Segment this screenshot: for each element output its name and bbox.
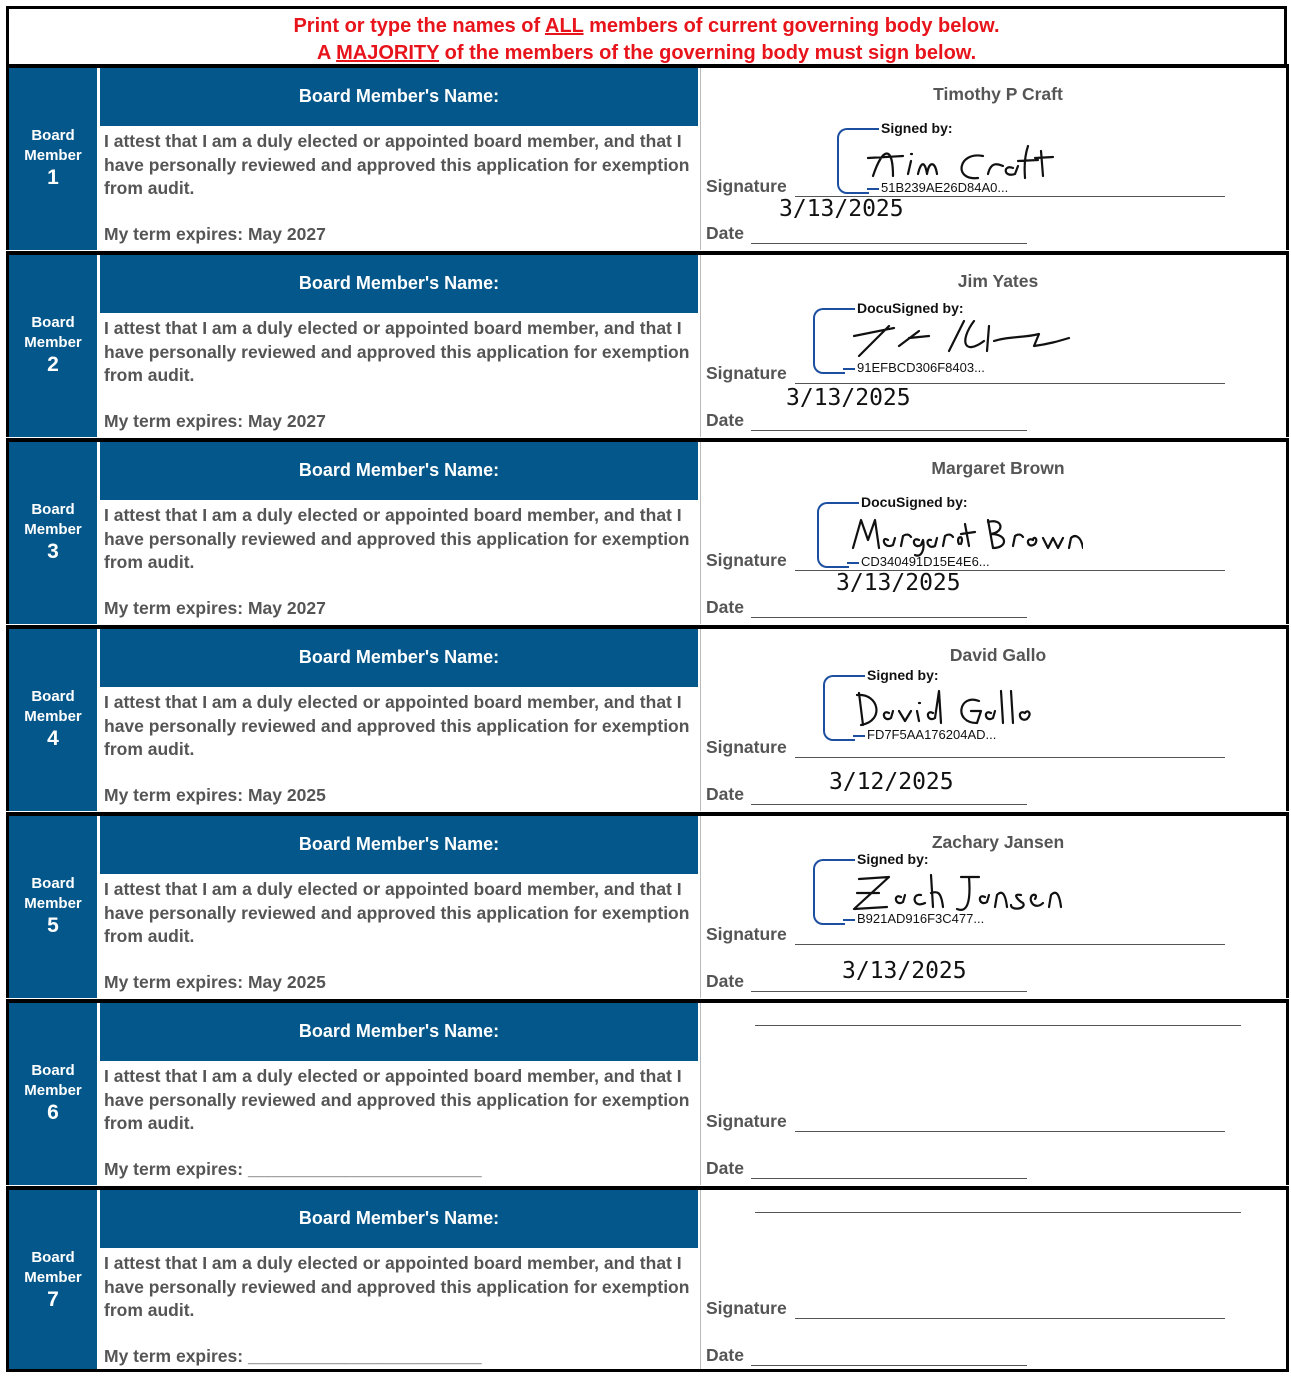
docusign-label: Signed by:	[881, 120, 953, 136]
board-word: Board	[31, 875, 75, 892]
board-member-row	[6, 1186, 1289, 1372]
attestation-text: I attest that I am a duly elected or appointed board member, and that I have personally reviewed and approved this application for exemption from audit.	[104, 318, 690, 385]
member-word: Member	[24, 521, 82, 538]
date-line[interactable]	[751, 991, 1027, 992]
board-member-name-header: Board Member's Name:	[100, 629, 698, 687]
signature-panel	[701, 68, 1286, 250]
member-word: Member	[24, 334, 82, 351]
date-line[interactable]	[751, 1365, 1027, 1366]
signature-label: Signature	[706, 924, 787, 944]
member-name[interactable]: Margaret Brown	[931, 458, 1065, 478]
date-line[interactable]	[751, 617, 1027, 618]
member-label	[9, 126, 97, 166]
date-label: Date	[706, 223, 744, 243]
member-number: 2	[47, 353, 59, 376]
attestation-text: I attest that I am a duly elected or appointed board member, and that I have personally reviewed and approved this application for exemption from audit.	[104, 692, 690, 759]
member-word: Member	[24, 708, 82, 725]
docusign-label: Signed by:	[867, 667, 939, 683]
term-expires	[104, 785, 326, 806]
member-word: Member	[24, 147, 82, 164]
member-word: Member	[24, 1082, 82, 1099]
signature-line[interactable]	[795, 383, 1225, 384]
signature-label: Signature	[706, 1298, 787, 1318]
board-word: Board	[31, 314, 75, 331]
date-line[interactable]	[751, 430, 1027, 431]
docusign-bracket-top	[867, 128, 879, 130]
board-member-row	[6, 812, 1289, 998]
signed-date: 3/12/2025	[829, 769, 954, 795]
docusign-bracket-top	[843, 859, 855, 861]
instructions-header	[6, 6, 1287, 64]
attestation-text: I attest that I am a duly elected or appointed board member, and that I have personally reviewed and approved this application for exemption from audit.	[104, 1066, 690, 1133]
signed-date: 3/13/2025	[842, 958, 967, 984]
signature-line[interactable]	[795, 757, 1225, 758]
attestation-text: I attest that I am a duly elected or appointed board member, and that I have personally reviewed and approved this application for exemption from audit.	[104, 1253, 690, 1320]
instructions-majority-emphasis: MAJORITY	[336, 42, 440, 64]
handwritten-signature	[839, 867, 1079, 915]
date-label: Date	[706, 1345, 744, 1365]
term-value[interactable]: May 2025	[247, 785, 326, 805]
signature-panel	[701, 1190, 1286, 1369]
term-label: My term expires:	[104, 598, 244, 618]
member-side-label	[9, 1190, 97, 1369]
member-number: 3	[47, 540, 59, 563]
docusign-bracket-bottom	[853, 735, 865, 737]
signature-label: Signature	[706, 1111, 787, 1131]
term-label: My term expires:	[104, 224, 244, 244]
docusign-label: DocuSigned by:	[857, 300, 964, 316]
docusign-bracket-bottom	[847, 562, 859, 564]
docusign-envelope-id: CD340491D15E4E6...	[861, 554, 990, 569]
member-word: Member	[24, 1269, 82, 1286]
board-word: Board	[31, 1249, 75, 1266]
term-expires	[104, 1346, 482, 1367]
date-label: Date	[706, 1158, 744, 1178]
member-side-label	[9, 1003, 97, 1185]
member-side-label	[9, 816, 97, 998]
signed-date: 3/13/2025	[836, 570, 961, 596]
board-member-row	[6, 251, 1289, 437]
board-member-name-header: Board Member's Name:	[100, 442, 698, 500]
date-label: Date	[706, 410, 744, 430]
board-member-row	[6, 64, 1289, 250]
signature-line[interactable]	[795, 1131, 1225, 1132]
signature-panel	[701, 442, 1286, 624]
member-name[interactable]: Zachary Jansen	[931, 832, 1065, 852]
attestation-text: I attest that I am a duly elected or appointed board member, and that I have personally reviewed and approved this application for exemption from audit.	[104, 879, 690, 946]
term-value[interactable]: May 2025	[247, 972, 326, 992]
docusign-envelope-id: FD7F5AA176204AD...	[867, 727, 997, 742]
signature-label: Signature	[706, 176, 787, 196]
member-side-label	[9, 68, 97, 250]
instructions-line-2-tail: of the members of the governing body must sign below.	[439, 42, 977, 64]
instructions-line-1-tail: members of current governing body below.	[583, 15, 1000, 37]
term-label: My term expires:	[104, 972, 244, 992]
signature-panel	[701, 816, 1286, 998]
member-side-label	[9, 629, 97, 811]
signature-label: Signature	[706, 550, 787, 570]
signature-label: Signature	[706, 363, 787, 383]
signature-panel	[701, 255, 1286, 437]
handwritten-signature	[843, 510, 1083, 558]
member-label	[9, 1061, 97, 1101]
docusign-label: Signed by:	[857, 851, 929, 867]
docusign-label: DocuSigned by:	[861, 494, 968, 510]
date-line[interactable]	[751, 804, 1027, 805]
signature-line[interactable]	[795, 1318, 1225, 1319]
board-word: Board	[31, 1062, 75, 1079]
docusign-bracket-bottom	[843, 368, 855, 370]
date-label: Date	[706, 971, 744, 991]
signature-panel	[701, 1003, 1286, 1185]
term-value[interactable]: May 2027	[247, 598, 326, 618]
term-blank-line[interactable]: ________________________	[247, 1159, 482, 1179]
board-word: Board	[31, 501, 75, 518]
term-label: My term expires:	[104, 785, 244, 805]
signature-label: Signature	[706, 737, 787, 757]
instructions-line-2	[9, 40, 1284, 67]
board-member-row	[6, 999, 1289, 1185]
member-side-label	[9, 255, 97, 437]
board-member-name-header: Board Member's Name:	[100, 816, 698, 874]
signature-panel	[701, 629, 1286, 811]
member-label	[9, 687, 97, 727]
member-label	[9, 1248, 97, 1288]
member-name[interactable]: David Gallo	[949, 645, 1047, 665]
term-expires	[104, 224, 326, 245]
member-name[interactable]: Timothy P Craft	[933, 84, 1063, 104]
term-expires	[104, 1159, 482, 1180]
board-word: Board	[31, 688, 75, 705]
docusign-bracket-top	[853, 675, 865, 677]
attestation-text: I attest that I am a duly elected or appointed board member, and that I have personally reviewed and approved this application for exemption from audit.	[104, 131, 690, 198]
member-name-line[interactable]	[755, 1025, 1241, 1027]
term-blank-line[interactable]: ________________________	[247, 1346, 482, 1366]
handwritten-signature	[849, 683, 1089, 731]
member-name-line[interactable]	[755, 1212, 1241, 1214]
member-label	[9, 500, 97, 540]
handwritten-signature	[839, 316, 1079, 364]
member-number: 4	[47, 727, 59, 750]
docusign-envelope-id: 91EFBCD306F8403...	[857, 360, 985, 375]
docusign-bracket-bottom	[843, 919, 855, 921]
term-expires	[104, 411, 326, 432]
member-number: 7	[47, 1288, 59, 1311]
member-label	[9, 313, 97, 353]
handwritten-signature	[863, 136, 1103, 184]
board-member-name-header: Board Member's Name:	[100, 1190, 698, 1248]
docusign-bracket-bottom	[867, 188, 879, 190]
instructions-line-2-text: A	[316, 42, 337, 64]
member-number: 5	[47, 914, 59, 937]
signed-date: 3/13/2025	[779, 196, 904, 222]
docusign-envelope-id: B921AD916F3C477...	[857, 911, 985, 926]
instructions-line-1-text: Print or type the names of	[293, 15, 545, 37]
instructions-line-1	[9, 13, 1284, 40]
board-member-name-header: Board Member's Name:	[100, 68, 698, 126]
term-value[interactable]: May 2027	[247, 224, 326, 244]
member-word: Member	[24, 895, 82, 912]
member-name[interactable]: Jim Yates	[957, 271, 1039, 291]
term-value[interactable]: May 2027	[247, 411, 326, 431]
member-number: 1	[47, 166, 59, 189]
term-label: My term expires:	[104, 1159, 244, 1179]
term-expires	[104, 598, 326, 619]
board-word: Board	[31, 127, 75, 144]
term-label: My term expires:	[104, 1346, 244, 1366]
date-label: Date	[706, 784, 744, 804]
board-member-row	[6, 625, 1289, 811]
docusign-bracket-top	[847, 502, 859, 504]
date-line[interactable]	[751, 243, 1027, 244]
term-expires	[104, 972, 326, 993]
date-label: Date	[706, 597, 744, 617]
instructions-all-emphasis: ALL	[545, 15, 584, 37]
board-member-name-header: Board Member's Name:	[100, 1003, 698, 1061]
member-label	[9, 874, 97, 914]
signature-line[interactable]	[795, 944, 1225, 945]
docusign-envelope-id: 51B239AE26D84A0...	[881, 180, 1009, 195]
member-side-label	[9, 442, 97, 624]
docusign-bracket-top	[843, 308, 855, 310]
board-member-row	[6, 438, 1289, 624]
attestation-text: I attest that I am a duly elected or appointed board member, and that I have personally reviewed and approved this application for exemption from audit.	[104, 505, 690, 572]
date-line[interactable]	[751, 1178, 1027, 1179]
signed-date: 3/13/2025	[786, 385, 911, 411]
member-number: 6	[47, 1101, 59, 1124]
board-member-name-header: Board Member's Name:	[100, 255, 698, 313]
term-label: My term expires:	[104, 411, 244, 431]
